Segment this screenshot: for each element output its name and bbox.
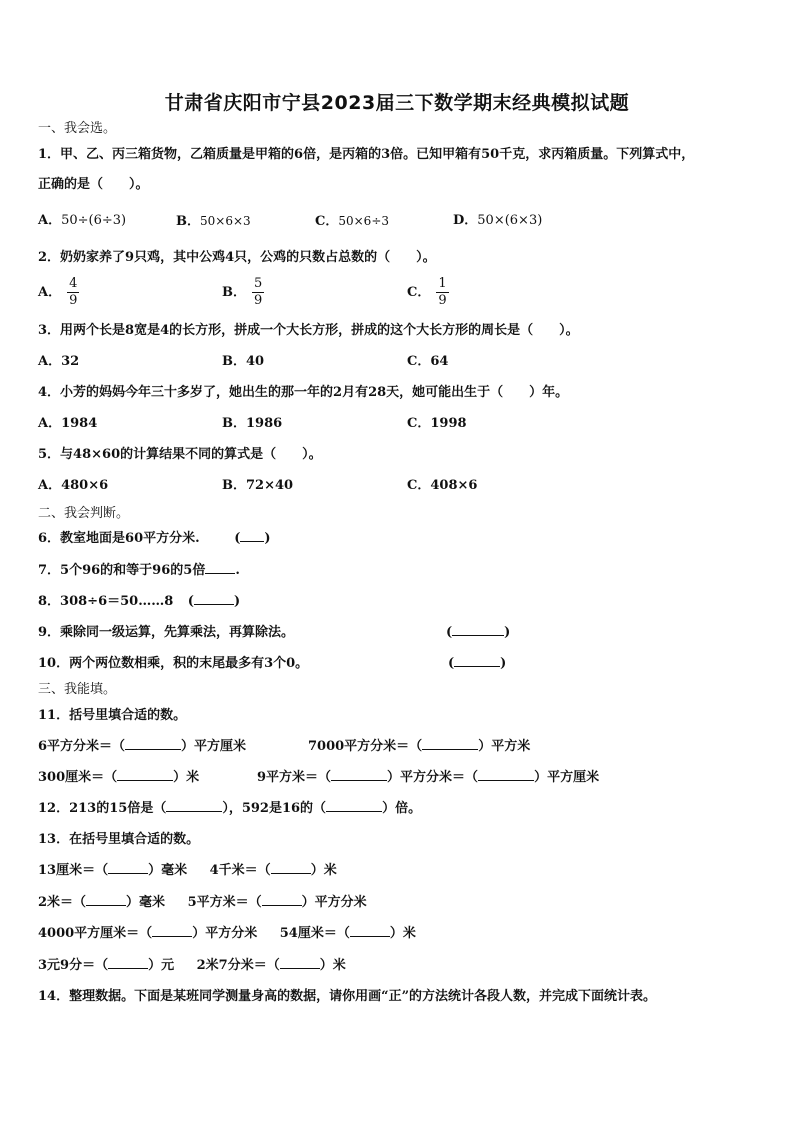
question-6: 6．教室地面是60平方分米. ( ) [38,531,271,546]
q2-option-b-fraction: $\frac{5}{9}$ [254,276,263,308]
q2-option-a-fraction: $\frac{4}{9}$ [69,276,78,308]
q11-row-1a: 6平方分米＝（ ）平方厘米 [38,739,247,754]
question-7: 7．5个96的和等于96的5倍 . [38,563,240,578]
q1-option-b: B．50×6×3 [176,214,251,229]
q3-option-c: C．64 [407,354,449,369]
q5-option-b: B．72×40 [222,478,294,493]
q4-option-b: B．1986 [222,416,283,431]
q3-option-a: A．32 [38,354,80,369]
question-13: 13．在括号里填合适的数。 [38,832,200,847]
q5-option-c: C．408×6 [407,478,478,493]
q5-option-a: A．480×6 [38,478,109,493]
answer-blank[interactable] [326,811,382,812]
q4-option-a: A．1984 [38,416,98,431]
answer-blank[interactable] [108,968,148,969]
answer-blank[interactable] [454,666,500,667]
question-11: 11．括号里填合适的数。 [38,708,187,723]
answer-blank[interactable] [331,780,387,781]
question-1: 1．甲、乙、丙三箱货物，乙箱质量是甲箱的6倍，是丙箱的3倍。已知甲箱有50千克，求丙箱质量。下列算式中， [38,147,695,162]
question-10-answer: ( ) [448,656,507,671]
q2-option-a: A． $\frac{4}{9}$ [38,276,78,308]
question-1-cont: 正确的是（ ）。 [38,177,149,192]
q1-option-b-expr: 50×6×3 [200,214,251,228]
q3-option-b: B．40 [222,354,265,369]
question-4: 4．小芳的妈妈今年三十多岁了，她出生的那一年的2月有28天，她可能出生于（ ）年。 [38,385,569,400]
q13-row-4: 3元9分＝（ ）元 2米7分米＝（ ）米 [38,958,346,973]
q1-option-d-expr: 50×(6×3) [477,213,543,228]
question-10: 10．两个两位数相乘，积的末尾最多有3个0。 [38,656,309,671]
answer-blank[interactable] [125,749,181,750]
question-9: 9．乘除同一级运算，先算乘法，再算除法。 [38,625,295,640]
answer-blank[interactable] [240,541,264,542]
answer-blank[interactable] [117,780,173,781]
q11-row-2a: 300厘米＝（ ）米 [38,770,200,785]
q11-row-1b: 7000平方分米＝（ ）平方米 [308,739,531,754]
q2-option-b: B． $\frac{5}{9}$ [222,276,263,308]
answer-blank[interactable] [152,936,192,937]
answer-blank[interactable] [280,968,320,969]
question-14: 14．整理数据。下面是某班同学测量身高的数据，请你用画“正”的方法统计各段人数，并完成下面统计表。 [38,989,657,1004]
section-heading-judge: 二、我会判断。 [38,506,130,521]
question-9-answer: ( ) [446,625,511,640]
answer-blank[interactable] [422,749,478,750]
page-title: 甘肃省庆阳市宁县2023届三下数学期末经典模拟试题 [164,92,630,114]
q11-row-2b: 9平方米＝（ ）平方分米＝（ ）平方厘米 [257,770,600,785]
q2-option-c: C． $\frac{1}{9}$ [407,276,447,308]
answer-blank[interactable] [452,635,504,636]
question-8: 8．308÷6＝50……8 ( ) [38,594,241,609]
q13-row-3: 4000平方厘米＝（ ）平方分米 54厘米＝（ ）米 [38,926,416,941]
q1-option-d: D．50×(6×3) [453,213,543,228]
q13-row-1: 13厘米＝（ ）毫米 4千米＝（ ）米 [38,863,337,878]
answer-blank[interactable] [350,936,390,937]
answer-blank[interactable] [108,873,148,874]
answer-blank[interactable] [194,604,234,605]
question-2: 2．奶奶家养了9只鸡，其中公鸡4只，公鸡的只数占总数的（ ）。 [38,250,436,265]
answer-blank[interactable] [478,780,534,781]
answer-blank[interactable] [262,905,302,906]
q1-option-c: C．50×6÷3 [315,214,390,229]
q13-row-2: 2米＝（ ）毫米 5平方米＝（ ）平方分米 [38,895,367,910]
section-heading-choose: 一、我会选。 [38,121,117,136]
q2-option-c-fraction: $\frac{1}{9}$ [438,276,447,308]
answer-blank[interactable] [205,573,235,574]
question-12: 12．213的15倍是（ ），592是16的（ ）倍。 [38,801,422,816]
question-3: 3．用两个长是8宽是4的长方形，拼成一个大长方形，拼成的这个大长方形的周长是（ ）。 [38,323,579,338]
answer-blank[interactable] [166,811,222,812]
q1-option-a: A．50÷(6÷3) [38,213,127,228]
q1-option-a-expr: 50÷(6÷3) [61,213,127,228]
section-heading-fill: 三、我能填。 [38,682,117,697]
q4-option-c: C．1998 [407,416,467,431]
answer-blank[interactable] [86,905,126,906]
q1-option-c-expr: 50×6÷3 [338,214,390,228]
question-5: 5．与48×60的计算结果不同的算式是（ ）。 [38,447,322,462]
answer-blank[interactable] [271,873,311,874]
